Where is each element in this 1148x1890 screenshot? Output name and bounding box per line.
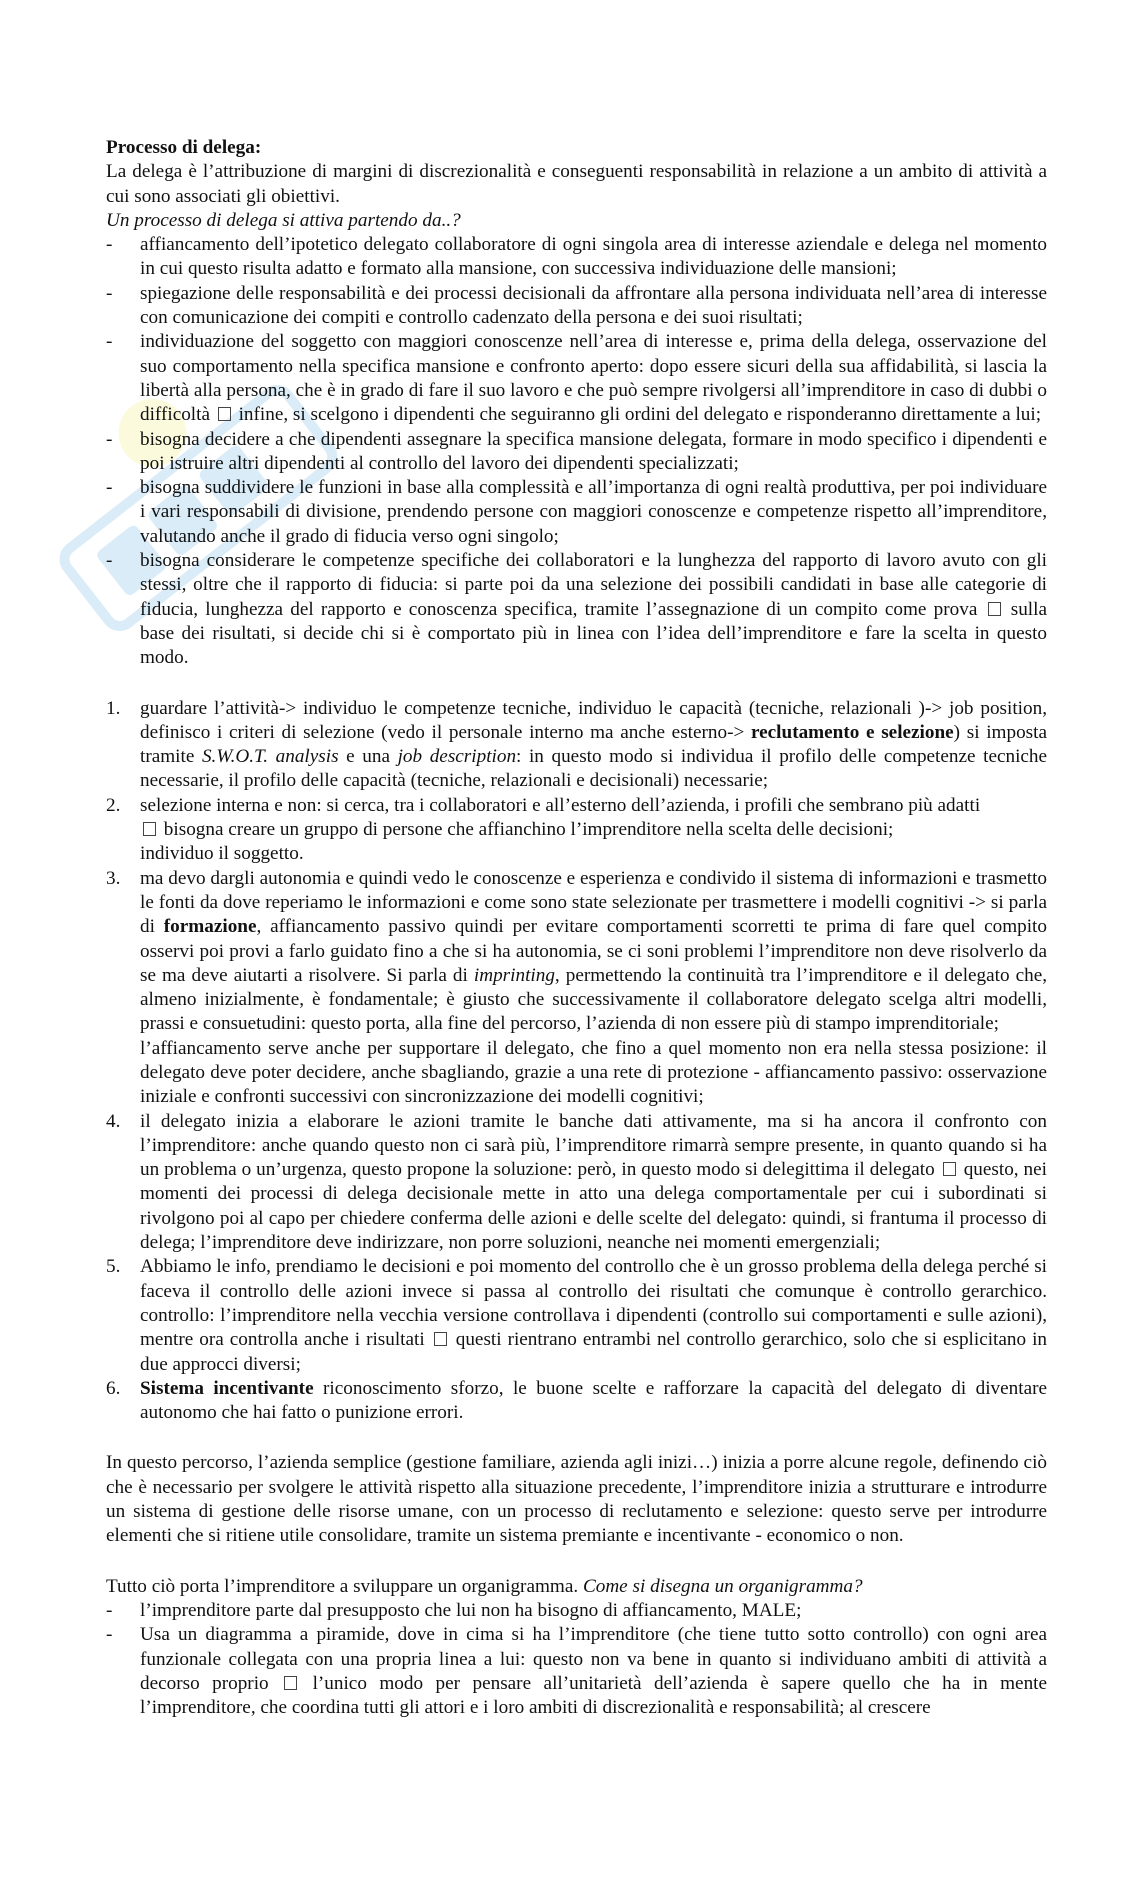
path-paragraph: In questo percorso, l’azienda semplice (gestione familiare, azienda agli inizi…) inizia a porre alcune regole, definendo ciò che è necessario per svolgere le attività rispetto alla situazione precedente, l’imprenditore inizia a strutturare e introdurre un sistema di gestione delle risorse umane, con un processo di reclutamento e selezione: questo serve per introdurre elementi che si ritiene utile consolidare, tramite un sistema premiante e incentivante - economico o non. <box>106 1452 1047 1547</box>
list-item-step-6: 6. Sistema incentivante riconoscimento sforzo, le buone scelte e rafforzare la capacità del delegato di diventare autonomo che hai fatto o punizione errori. <box>106 1377 1048 1424</box>
dash-list <box>106 233 1047 670</box>
unknown-glyph-icon <box>943 1162 956 1176</box>
list-item: - bisogna considerare le competenze specifiche dei collaboratori e la lunghezza del rapporto di lavoro avuto con gli stessi, oltre che il rapporto di fiducia: si parte poi da una selezione dei possibili candidati in base alle categorie di fiducia, lunghezza del rapporto e conoscenza specifica, tramite l’assegnazione di un compito come prova sulla base dei risultati, si decide chi si è comportato più in linea con l’idea dell’imprenditore e fare la scelta in questo modo. <box>106 549 1047 670</box>
unknown-glyph-icon <box>988 602 1001 616</box>
list-item: - bisogna decidere a che dipendenti assegnare la specifica mansione delegata, formare in modo specifico i dipendenti e poi istruire altri dipendenti al controllo del lavoro dei dipendenti specializzati; <box>106 428 1047 477</box>
document-page <box>106 136 1047 1720</box>
unknown-glyph-icon <box>218 407 231 421</box>
list-item-step-4: 4. il delegato inizia a elaborare le azioni tramite le banche dati attivamente, ma si ha ancora il confronto con l’imprenditore: anche quando questo non ci sarà più, l’imprenditore rimarrà sempre presente, in quanto quando si ha un problema o un’urgenza, questo propone la soluzione: però, in questo modo si delegittima il delegato questo, nei momenti dei processi di delega decisionale mette in atto una delega comportamentale per cui i subordinati si rivolgono poi al capo per chiedere conferma delle azioni e delle scelte del delegato: quindi, si frantuma il processo di delega; l’imprenditore deve indirizzare, non porre soluzioni, neanche nei momenti emergenziali; <box>106 1110 1047 1254</box>
list-item: - affiancamento dell’ipotetico delegato collaboratore di ogni singola area di interesse aziendale e delega nel momento in cui questo risulta adatto e formato alla mansione, con successiva individuazione delle mansioni; <box>106 233 1047 282</box>
list-item-step-1: 1. guardare l’attività-> individuo le competenze tecniche, individuo le capacità (tecniche, relazionali )-> job position, definisco i criteri di selezione (vedo il personale interno ma anche esterno-> reclutamento e selezione) si imposta tramite S.W.O.T. analysis e una job description: in questo modo si individua il profilo delle competenze tecniche necessarie, il profilo delle capacità (tecniche, relazionali e decisionali) necessarie; <box>106 697 1048 792</box>
unknown-glyph-icon <box>143 822 156 836</box>
organigram-list <box>106 1599 1047 1720</box>
unknown-glyph-icon <box>434 1332 447 1346</box>
list-item-step-3: 3. ma devo dargli autonomia e quindi vedo le conoscenze e esperienza e condivido il sistema di informazioni e trasmetto le fonti da dove reperiamo le informazioni e come sono state selezionate per trasmettere i modelli cognitivi -> si parla di formazione, affiancamento passivo quindi per evitare comportamenti scorretti te prima di fare quel compito osservi poi provi a farlo guidato fino a che si ha autonomia, se ci soni problemi l’imprenditore non deve risolverlo da se ma deve aiutarti a risolvere. Si parla di imprinting, permettendo la continuità tra l’imprenditore e il delegato che, almeno inizialmente, è fondamentale; è giusto che successivamente il collaboratore delegato scelga altri modelli, prassi e consuetudini: questo porta, alla fine del percorso, l’azienda di non essere più di stampo imprenditoriale; l’affiancamento serve anche per supportare il delegato, che fino a quel momento non era nella stessa posizione: il delegato deve poter decidere, anche sbagliando, grazie a una rete di protezione - affiancamento passivo: osservazione iniziale e confronti successivi con sincronizzazione dei modelli cognitivi; <box>106 867 1048 1108</box>
numbered-list <box>106 697 1047 1426</box>
section-heading: Processo di delega: <box>106 137 262 158</box>
question-line: Un processo di delega si attiva partendo da..? <box>106 209 461 231</box>
list-item-step-5: 5. Abbiamo le info, prendiamo le decisioni e poi momento del controllo che è un grosso problema della delega perché si faceva il controllo delle azioni invece si passa al controllo dei risultati che comunque è controllo gerarchico. controllo: l’imprenditore nella vecchia versione controllava i dipendenti (controllo sui comportamenti e sulle azioni), mentre ora controlla anche i risultati questi rientrano entrambi nel controllo gerarchico, solo che si esplicitano in due approcci diversi; <box>106 1256 1048 1375</box>
list-item: - spiegazione delle responsabilità e dei processi decisionali da affrontare alla persona individuata nell’area di interesse con comunicazione dei compiti e controllo cadenzato della persona e dei suoi risultati; <box>106 282 1047 331</box>
organigram-intro: Tutto ciò porta l’imprenditore a sviluppare un organigramma. Come si disegna un organigramma? <box>106 1575 863 1597</box>
list-item: - bisogna suddividere le funzioni in base alla complessità e all’importanza di ogni realtà produttiva, per poi individuare i vari responsabili di divisione, prendendo persone con maggiori conoscenze e competenze rispetto all’imprenditore, valutando anche il grado di fiducia verso ogni singolo; <box>106 476 1047 549</box>
intro-paragraph: La delega è l’attribuzione di margini di discrezionalità e conseguenti responsabilità in relazione a un ambito di attività a cui sono associati gli obiettivi. <box>106 161 1047 207</box>
unknown-glyph-icon <box>284 1676 297 1690</box>
list-item: - Usa un diagramma a piramide, dove in cima si ha l’imprenditore (che tiene tutto sotto controllo) con ogni area funzionale collegata con una propria linea a lui: questo non va bene in quanto si individuano ambiti di attività a decorso proprio l’unico modo per pensare all’unitarietà dell’azienda è sapere quello che ha in mente l’imprenditore, che coordina tutti gli attori e i loro ambiti di discrezionalità e responsabilità; al crescere <box>106 1623 1047 1720</box>
list-item-step-2: 2. selezione interna e non: si cerca, tra i collaboratori e all’esterno dell’azienda, i profili che sembrano più adatti bisogna creare un gruppo di persone che affianchino l’imprenditore nella scelta delle decisioni; individuo il soggetto. <box>106 794 981 865</box>
list-item: - individuazione del soggetto con maggiori conoscenze nell’area di interesse e, prima della delega, osservazione del suo comportamento nella specifica mansione e confronto aperto: dopo essere sicuri della sua affidabilità, si lascia la libertà alla persona, che è in grado di fare il suo lavoro e che può sempre rivolgersi all’imprenditore in caso di dubbi o difficoltà infine, si scelgono i dipendenti che seguiranno gli ordini del delegato e risponderanno direttamente a lui; <box>106 330 1047 427</box>
list-item: - l’imprenditore parte dal presupposto che lui non ha bisogno di affiancamento, MALE; <box>106 1599 1047 1623</box>
